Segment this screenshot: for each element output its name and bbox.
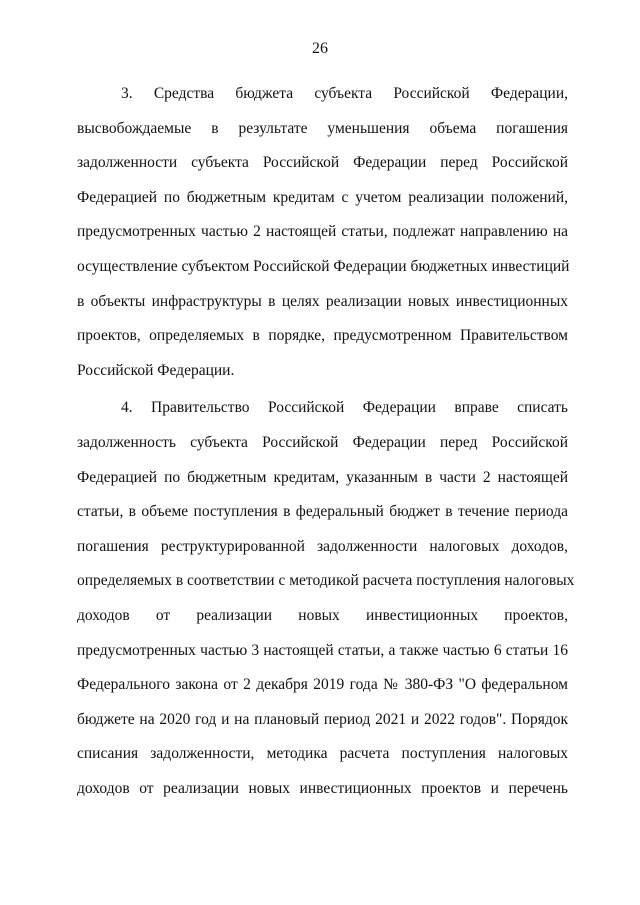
paragraph-line: 4. Правительство Российской Федерации вправе списать [121,399,568,417]
paragraph-line: Федерацией по бюджетным кредитам, указанным в части 2 настоящей [77,468,568,486]
paragraph-4 [77,391,575,806]
paragraph-line: бюджете на 2020 год и на плановый период 2021 и 2022 годов". Порядок [77,710,568,728]
page-number: 26 [312,40,328,57]
paragraph-line: 3. Средства бюджета субъекта Российской Федерации, [121,85,568,102]
paragraph-line: предусмотренных частью 3 настоящей статьи, а также частью 6 статьи 16 [77,641,568,659]
paragraph-line: в объекты инфраструктуры в целях реализации новых инвестиционных [77,292,568,310]
paragraph-line: Российской Федерации. [77,361,235,379]
paragraph-line: Федерального закона от 2 декабря 2019 года № 380-ФЗ "О федеральном [77,676,568,694]
paragraph-line: предусмотренных частью 2 настоящей статьи, подлежат направлению на [77,223,568,241]
paragraph-line: проектов, определяемых в порядке, предусмотренном Правительством [77,327,568,345]
paragraph-line: Федерацией по бюджетным кредитам с учетом реализации положений, [77,188,568,206]
paragraph-line: определяемых в соответствии с методикой расчета поступления налоговых [77,572,575,590]
document-body [77,77,575,806]
paragraph-line: высвобождаемые в результате уменьшения объема погашения [77,119,568,137]
paragraph-line: задолженности субъекта Российской Федерации перед Российской [77,154,568,172]
paragraph-line: доходов от реализации новых инвестиционных проектов, [77,606,568,624]
paragraph-line: списания задолженности, методика расчета поступления налоговых [77,745,568,763]
paragraph-line: задолженность субъекта Российской Федерации перед Российской [77,433,568,451]
paragraph-line: погашения реструктурированной задолженности налоговых доходов, [77,537,568,555]
paragraph-line: статьи, в объеме поступления в федеральный бюджет в течение периода [77,503,568,521]
paragraph-line: осуществление субъектом Российской Федерации бюджетных инвестиций [77,257,570,275]
paragraph-line: доходов от реализации новых инвестиционных проектов и перечень [77,779,568,797]
paragraph-3 [77,77,568,388]
